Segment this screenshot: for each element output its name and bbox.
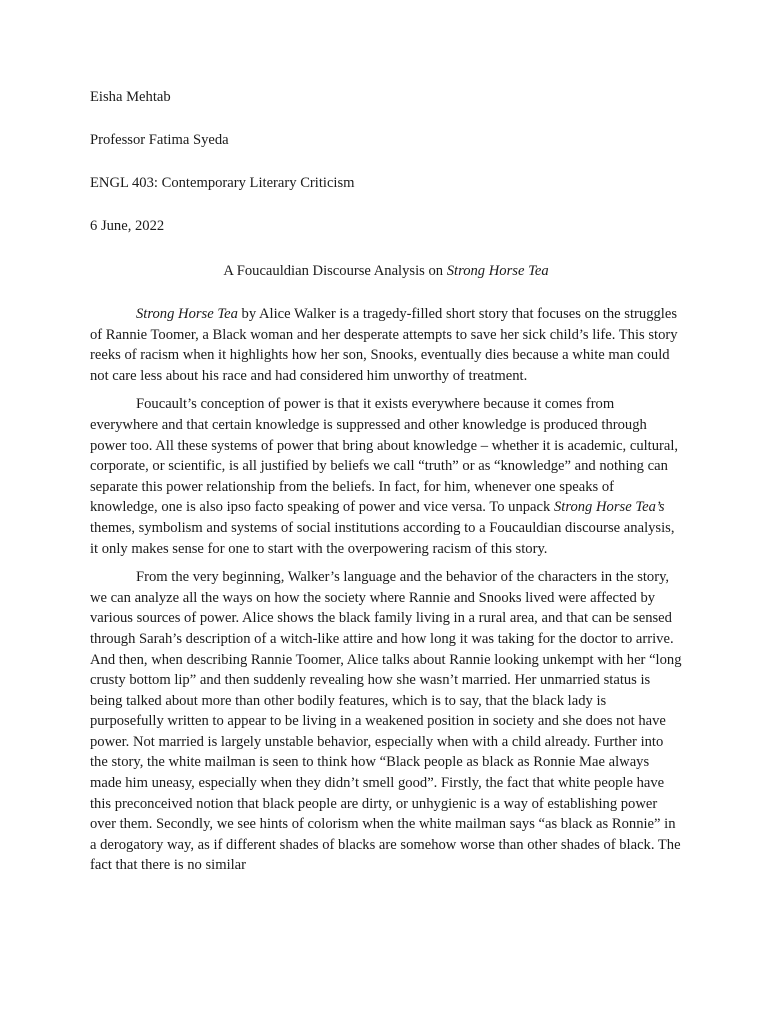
document-date: 6 June, 2022 <box>90 218 165 234</box>
essay-title-italic: Strong Horse Tea <box>446 263 549 279</box>
paragraph-2-text-before: Foucault’s conception of power is that it exists everywhere because it comes from everywhere and that certain knowledge is suppressed and other knowledge is produced through power too. All these systems of power that bring about knowledge – whether it is academic, cultural, corporate, or scientific, is all justified by beliefs we call “truth” or as “knowledge” and nothing can separate this power relationship from the beliefs. In fact, for him, whenever one speaks of knowledge, one is also ipso facto speaking of power and vice versa. To unpack <box>90 396 679 516</box>
professor-name: Professor Fatima Syeda <box>90 132 229 148</box>
essay-body <box>90 304 682 876</box>
course-name: ENGL 403: Contemporary Literary Criticism <box>90 175 355 191</box>
paragraph-2-italic: Strong Horse Tea’s <box>553 499 665 516</box>
paragraph-1 <box>90 304 682 386</box>
author-name: Eisha Mehtab <box>90 89 171 105</box>
essay-title-prefix: A Foucauldian Discourse Analysis on <box>223 263 447 279</box>
essay-title <box>90 260 682 282</box>
paragraph-2-text-after: themes, symbolism and systems of social institutions according to a Foucauldian discourse analysis, it only makes sense for one to start with the overpowering racism of this story. <box>90 519 675 557</box>
paragraph-3-text: From the very beginning, Walker’s language and the behavior of the characters in the story, we can analyze all the ways on how the society where Rannie and Snooks lived were affected by various sources of power. Alice shows the black family living in a rural area, and that can be sensed through Sarah’s description of a witch-like attire and how long it was taking for the doctor to arrive. And then, when describing Rannie Toomer, Alice talks about Rannie looking unkempt with her “long crusty bottom lip” and then suddenly revealing how she wasn’t married. Her unmarried status is being talked about more than other bodily features, which is to say, that the black lady is purposefully written to appear to be living in a weakened position in society and she does not have power. Not married is largely unstable behavior, especially when with a child already. Further into the story, the white mailman is seen to think how “Black people as black as Ronnie Mae always made him uneasy, especially when they didn’t smell good”. Firstly, the fact that white people have this preconceived notion that black people are dirty, or unhygienic is a way of establishing power over them. Secondly, we see hints of colorism when the white mailman says “as black as Ronnie” in a derogatory way, as if different shades of blacks are somehow worse than other shades of black. The fact that there is no similar <box>90 569 682 874</box>
paragraph-3 <box>90 567 682 876</box>
paragraph-1-text: by Alice Walker is a tragedy-filled short story that focuses on the struggles of Rannie Toomer, a Black woman and her desperate attempts to save her sick child’s life. This story reeks of racism when it highlights how her son, Snooks, eventually dies because a white man could not care less about his race and had considered him unworthy of treatment. <box>90 306 678 384</box>
paragraph-1-italic-lead: Strong Horse Tea <box>136 306 238 322</box>
paragraph-2 <box>90 394 682 559</box>
